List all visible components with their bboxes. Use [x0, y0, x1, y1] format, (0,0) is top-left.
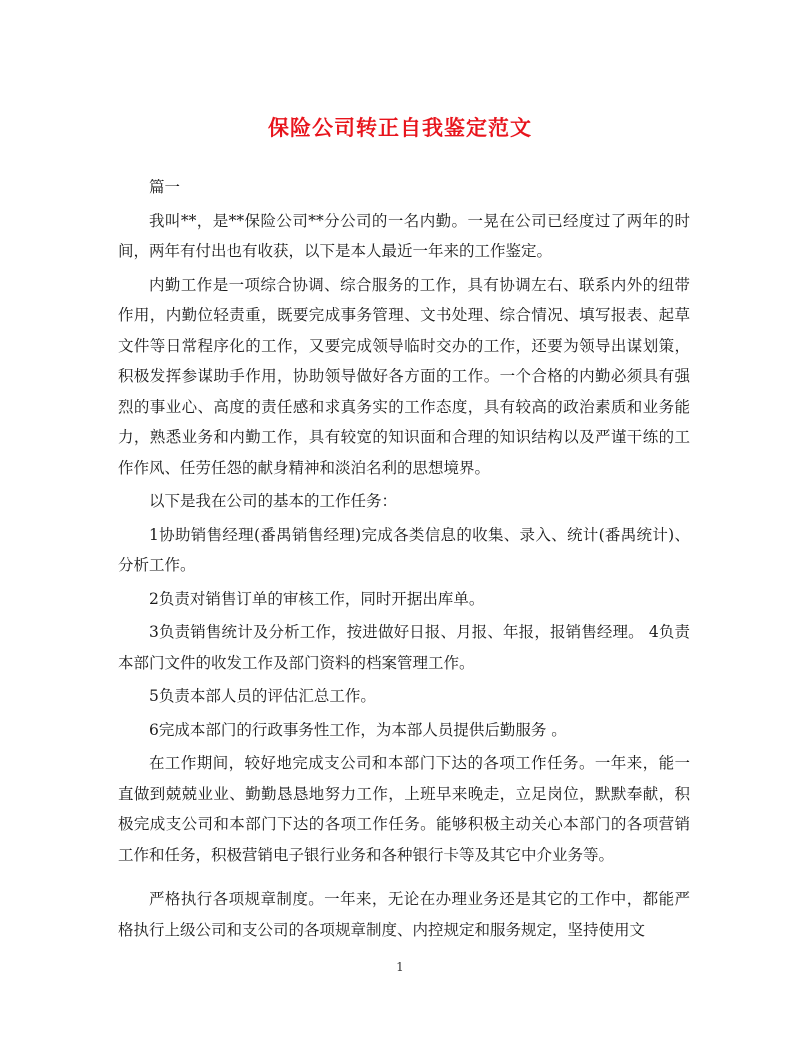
paragraph-work-period: 在工作期间，较好地完成支公司和本部门下达的各项工作任务。一年来，能一直做到兢兢业业、勤勤恳恳地努力工作，上班早来晚走，立足岗位，默默奉献，积极完成支公司和本部门下达的各项工作任务。能够积极主动关心本部门的各项营销工作和任务，积极营销电子银行业务和各种银行卡等及其它中介业务等。 [118, 754, 690, 864]
task-item-3-4: 3负责销售统计及分析工作，按进做好日报、月报、年报，报销售经理。 4负责本部门文件的收发工作及部门资料的档案管理工作。 [118, 623, 690, 672]
task-item-6: 6完成本部门的行政事务性工作，为本部人员提供后勤服务 。 [149, 720, 567, 739]
task-item-5: 5负责本部人员的评估汇总工作。 [149, 687, 376, 705]
section-heading: 篇一 [149, 178, 181, 196]
task-item-2: 2负责对销售订单的审核工作，同时开据出库单。 [149, 589, 485, 608]
paragraph-tasks-heading: 以下是我在公司的基本的工作任务： [149, 492, 398, 510]
task-item-1: 1协助销售经理(番禺销售经理)完成各类信息的收集、录入、统计(番禺统计)、分析工作。 [118, 525, 690, 574]
paragraph-role: 内勤工作是一项综合协调、综合服务的工作，具有协调左右、联系内外的纽带作用，内勤位轻责重，既要完成事务管理、文书处理、综合情况、填写报表、起草文件等日常程序化的工作，又要完成领导临时交办的工作，还要为领导出谋划策，积极发挥参谋助手作用，协助领导做好各方面的工作。一个合格的内勤必须具有强烈的事业心、高度的责任感和求真务实的工作态度，具有较高的政治素质和业务能力，熟悉业务和内勤工作，具有较宽的知识面和合理的知识结构以及严谨干练的工作作风、任劳任怨的献身精神和淡泊名利的思想境界。 [118, 275, 690, 477]
page-number: 1 [396, 960, 404, 974]
paragraph-rules: 严格执行各项规章制度。一年来，无论在办理业务还是其它的工作中，都能严格执行上级公司和支公司的各项规章制度、内控规定和服务规定，坚持使用文 [118, 890, 690, 939]
document-body [118, 172, 690, 948]
document-title: 保险公司转正自我鉴定范文 [268, 115, 532, 140]
paragraph-intro: 我叫**，是**保险公司**分公司的一名内勤。一晃在公司已经度过了两年的时间，两年有付出也有收获，以下是本人最近一年来的工作鉴定。 [118, 211, 690, 260]
